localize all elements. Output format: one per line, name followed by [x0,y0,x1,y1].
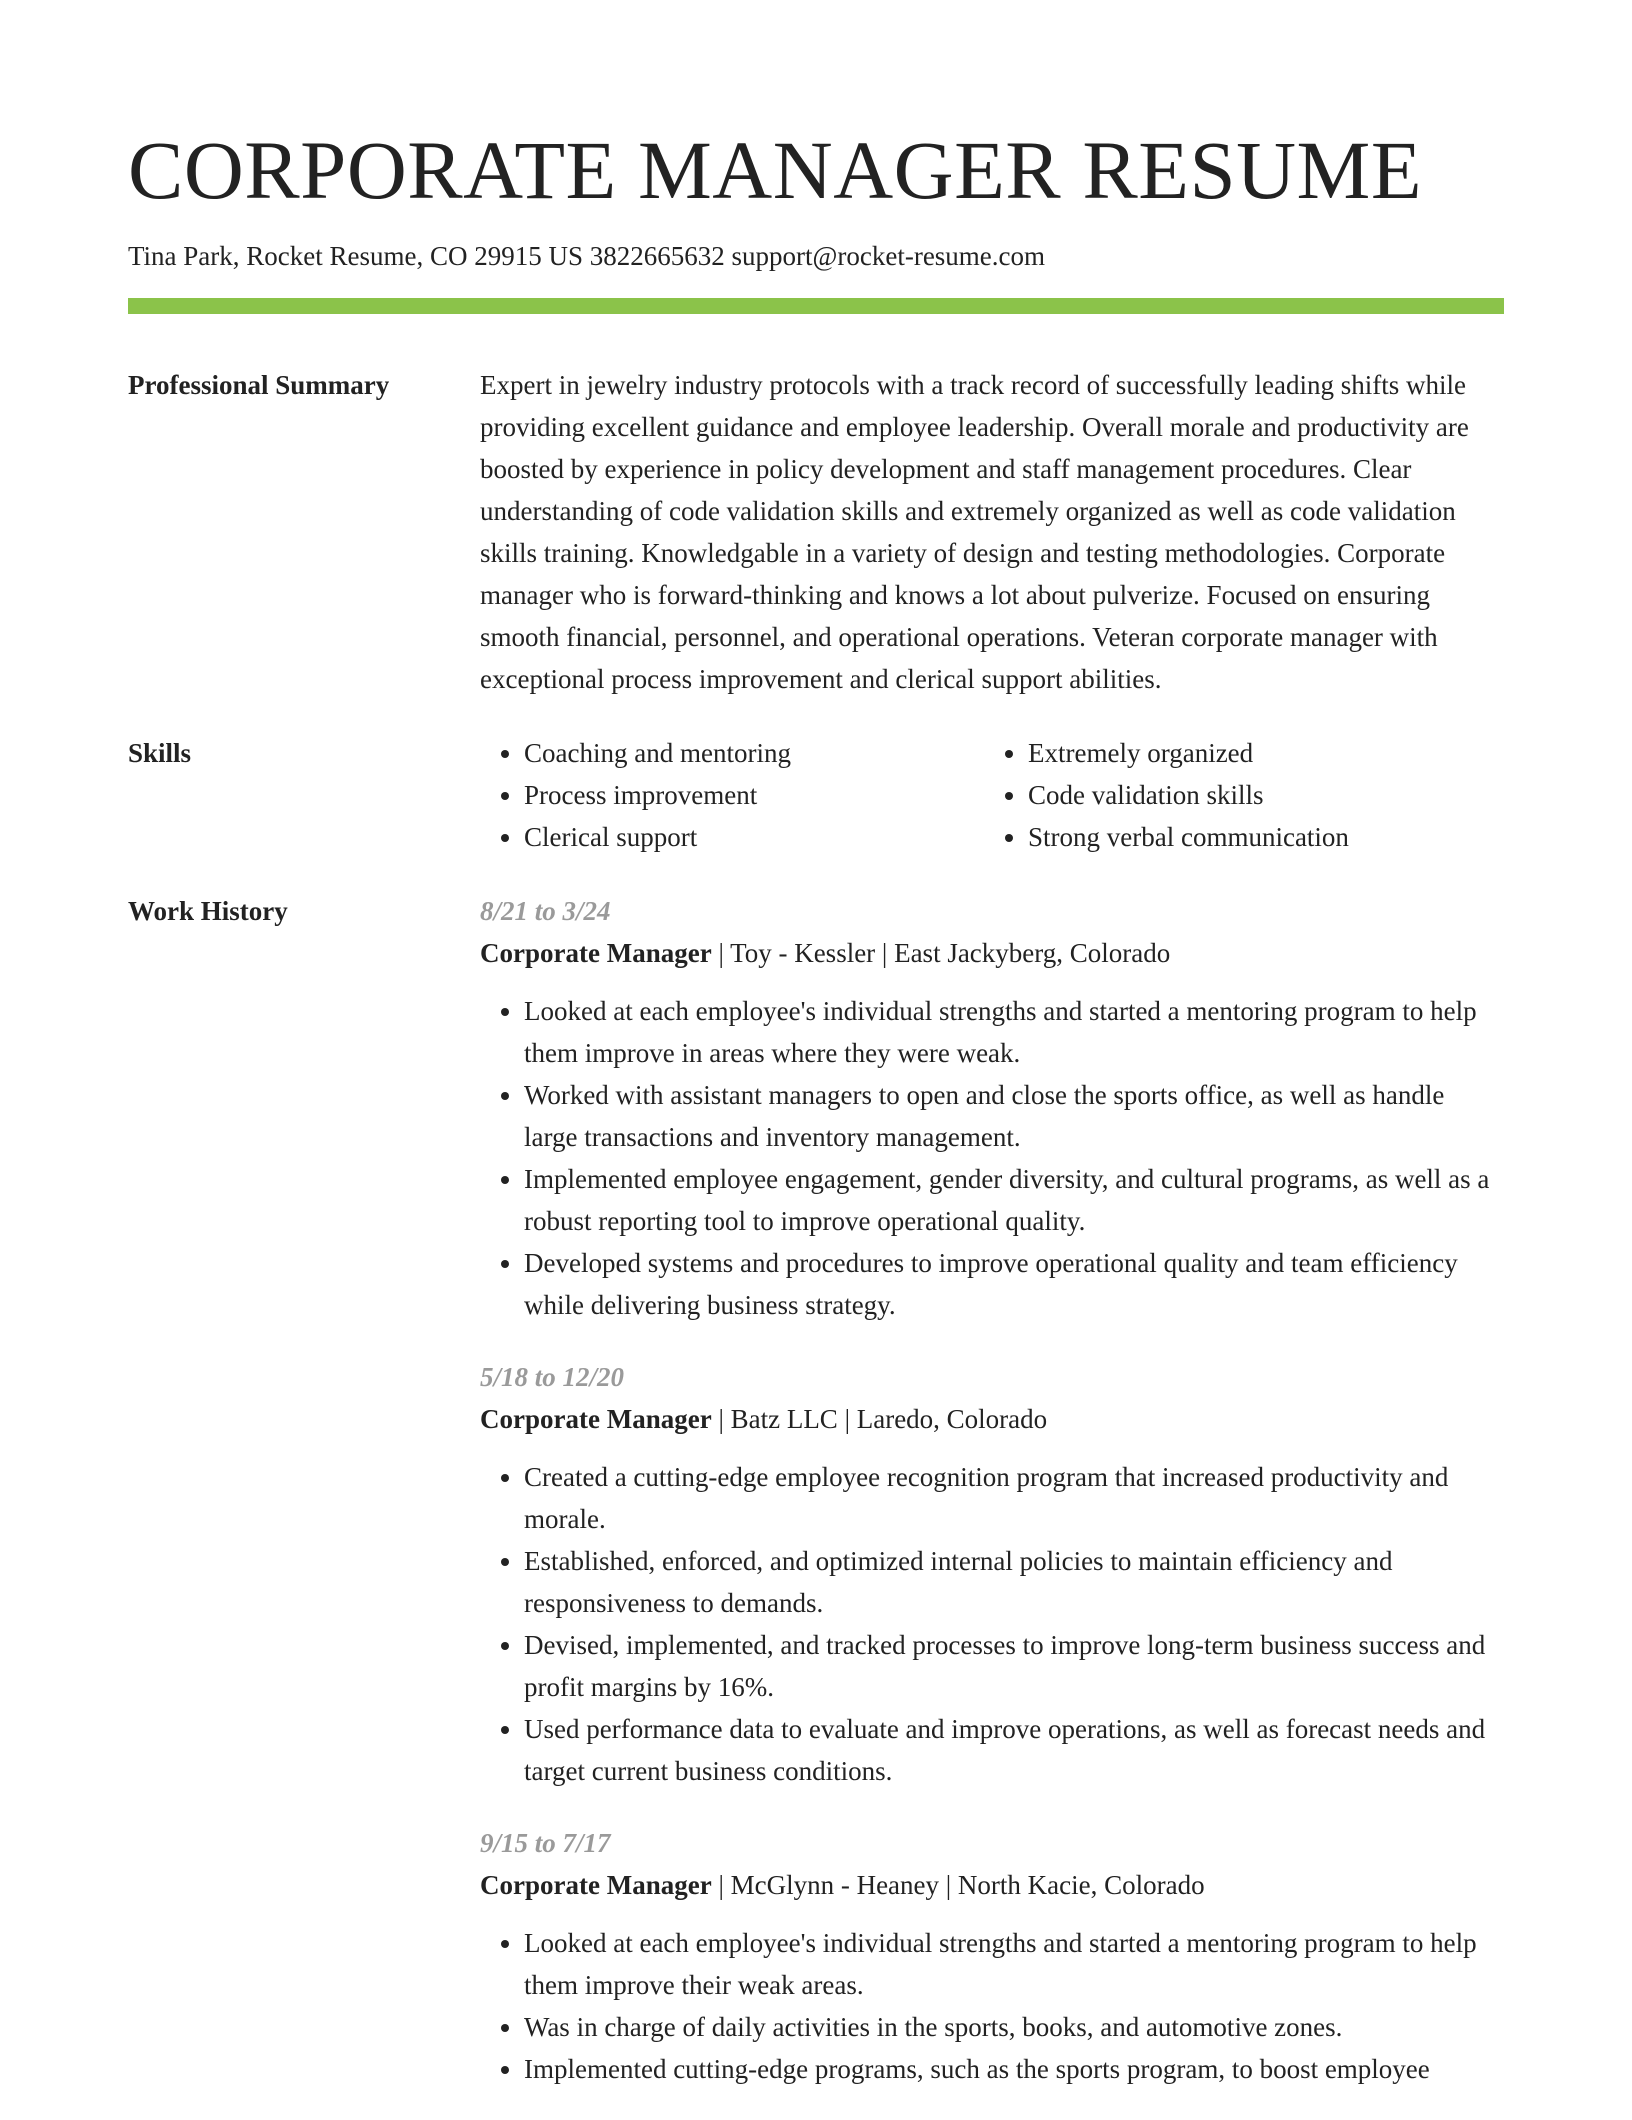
job-heading [480,932,1504,974]
job-bullet: • Implemented employee engagement, gender diversity, and cultural programs, as well as a robust reporting tool to improve operational quality. [524,1158,1504,1242]
skills-grid [480,732,1504,858]
job-entry [480,890,1504,1326]
work-history-body [480,890,1504,2120]
job-bullet: • Looked at each employee's individual strengths and started a mentoring program to help them improve in areas where they were weak. [524,990,1504,1074]
section-label-summary: Professional Summary [128,370,390,400]
job-title: Corporate Manager [480,1870,712,1900]
job-entry [480,1356,1504,1792]
professional-summary-section [128,364,1504,700]
contact-line: Tina Park, Rocket Resume, CO 29915 US 3822665632 support@rocket-resume.com [128,241,1046,271]
job-dates: 9/15 to 7/17 [480,1828,611,1858]
job-bullet: • Used performance data to evaluate and improve operations, as well as forecast needs and target current business conditions. [524,1708,1504,1792]
summary-text: Expert in jewelry industry protocols with a track record of successfully leading shifts while providing excellent guidance and employee leadership. Overall morale and productivity are boosted by experience in policy development and staff management procedures. Clear understanding of code validation skills and extremely organized as well as code validation skills training. Knowledgable in a variety of design and testing methodologies. Corporate manager who is forward-thinking and knows a lot about pulverize. Focused on ensuring smooth financial, personnel, and operational operations. Veteran corporate manager with exceptional process improvement and clerical support abilities. [480,370,1469,694]
job-bullet: • Looked at each employee's individual strengths and started a mentoring program to help them improve their weak areas. [524,1922,1504,2006]
job-bullet-list [480,1456,1504,1792]
skills-list-left [480,732,984,858]
job-title: Corporate Manager [480,938,712,968]
job-entry [480,1822,1504,2090]
skill-item: • Coaching and mentoring [524,732,984,774]
job-title: Corporate Manager [480,1404,712,1434]
job-bullet: • Worked with assistant managers to open and close the sports office, as well as handle large transactions and inventory management. [524,1074,1504,1158]
job-bullet: • Established, enforced, and optimized internal policies to maintain efficiency and responsiveness to demands. [524,1540,1504,1624]
job-dates: 5/18 to 12/20 [480,1362,625,1392]
accent-divider [128,298,1504,314]
job-bullet-list [480,990,1504,1326]
job-bullet: • Devised, implemented, and tracked processes to improve long-term business success and profit margins by 16%. [524,1624,1504,1708]
job-dates: 8/21 to 3/24 [480,896,611,926]
section-label-work-history: Work History [128,896,288,926]
work-history-section [128,890,1504,2120]
skills-list-right [984,732,1488,858]
skill-item: • Clerical support [524,816,984,858]
resume-title: CORPORATE MANAGER RESUME [128,124,1423,216]
job-heading [480,1864,1504,1906]
skill-item: • Process improvement [524,774,984,816]
resume-page [128,0,1504,2120]
summary-body [480,364,1504,700]
job-bullet: • Developed systems and procedures to improve operational quality and team efficiency while delivering business strategy. [524,1242,1504,1326]
job-details: | Batz LLC | Laredo, Colorado [711,1404,1048,1434]
job-bullet: • Created a cutting-edge employee recognition program that increased productivity and morale. [524,1456,1504,1540]
job-heading [480,1398,1504,1440]
job-details: | Toy - Kessler | East Jackyberg, Colorado [711,938,1171,968]
skill-item: • Code validation skills [1028,774,1488,816]
skill-item: • Strong verbal communication [1028,816,1488,858]
skill-item: • Extremely organized [1028,732,1488,774]
job-bullet-list [480,1922,1504,2090]
job-details: | McGlynn - Heaney | North Kacie, Colorado [711,1870,1205,1900]
section-label-skills: Skills [128,738,192,768]
job-bullet: • Implemented cutting-edge programs, such as the sports program, to boost employee [524,2048,1504,2090]
job-bullet: • Was in charge of daily activities in the sports, books, and automotive zones. [524,2006,1504,2048]
skills-section [128,732,1504,858]
